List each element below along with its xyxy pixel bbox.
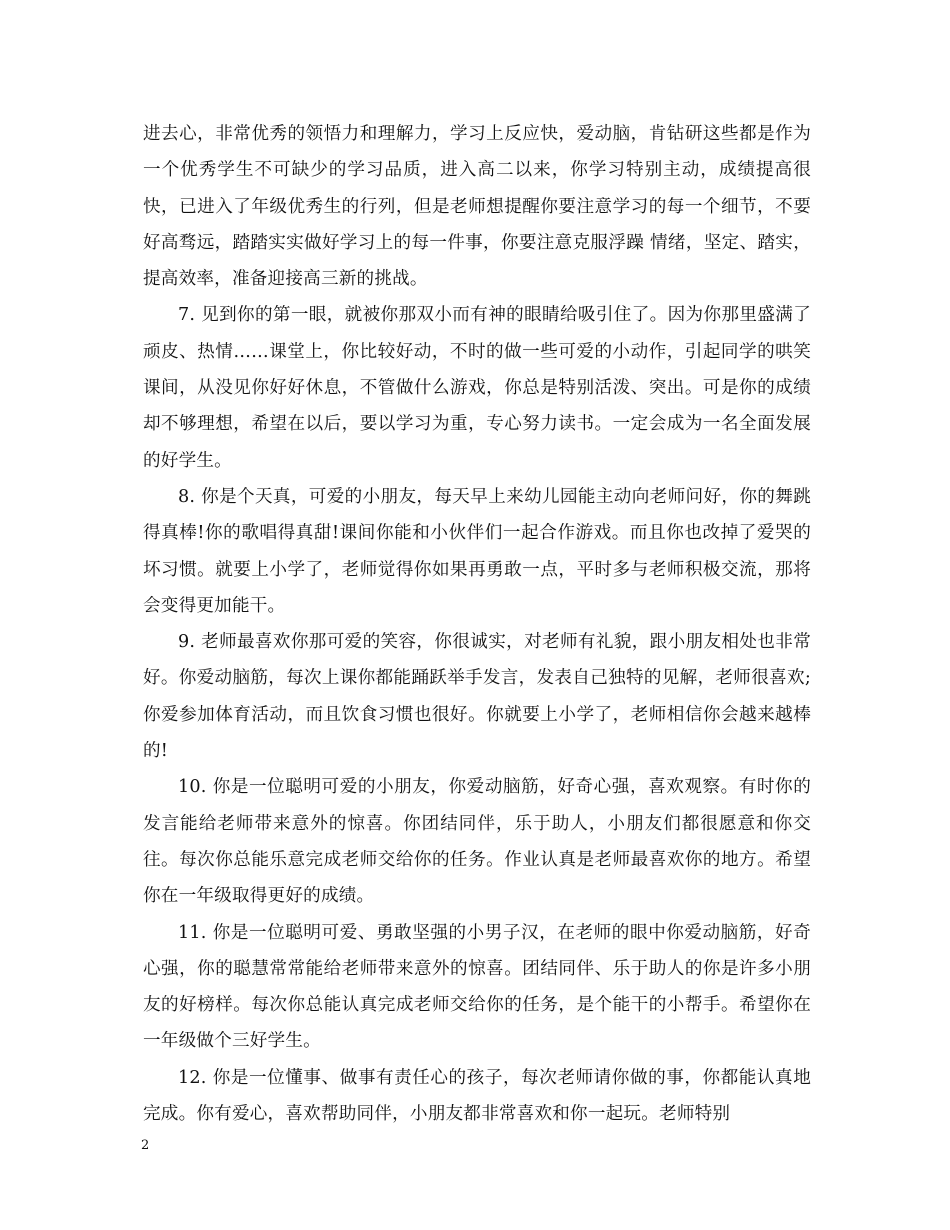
paragraph-item-8: 8. 你是个天真，可爱的小朋友，每天早上来幼儿园能主动向老师问好，你的舞跳得真棒!你的歌唱得真甜!课间你能和小伙伴们一起合作游戏。而且你也改掉了爱哭的坏习惯。就要上小学了，老师觉得你如果再勇敢一点，平时多与老师积极交流，那将会变得更加能干。: [143, 486, 811, 616]
body-text: [143, 116, 811, 1132]
paragraph-item-11: 11. 你是一位聪明可爱、勇敢坚强的小男子汉，在老师的眼中你爱动脑筋，好奇心强，你的聪慧常常能给老师带来意外的惊喜。团结同伴、乐于助人的你是许多小朋友的好榜样。每次你总能认真完成老师交给你的任务，是个能干的小帮手。希望你在一年级做个三好学生。: [143, 922, 811, 1052]
paragraph-item-7: 7. 见到你的第一眼，就被你那双小而有神的眼睛给吸引住了。因为你那里盛满了顽皮、热情……课堂上，你比较好动，不时的做一些可爱的小动作，引起同学的哄笑课间，从没见你好好休息，不管做什么游戏，你总是特别活泼、突出。可是你的成绩却不够理想，希望在以后，要以学习为重，专心努力读书。一定会成为一名全面发展的好学生。: [143, 305, 811, 471]
paragraph-item-12: 12. 你是一位懂事、做事有责任心的孩子，每次老师请你做的事，你都能认真地完成。你有爱心，喜欢帮助同伴，小朋友都非常喜欢和你一起玩。老师特别: [143, 1067, 811, 1125]
page-number: 2: [141, 1138, 150, 1153]
paragraph-item-10: 10. 你是一位聪明可爱的小朋友，你爱动脑筋，好奇心强，喜欢观察。有时你的发言能给老师带来意外的惊喜。你团结同伴，乐于助人，小朋友们都很愿意和你交往。每次你总能乐意完成老师交给你的任务。作业认真是老师最喜欢你的地方。希望你在一年级取得更好的成绩。: [143, 777, 811, 907]
paragraph-item-9: 9. 老师最喜欢你那可爱的笑容，你很诚实，对老师有礼貌，跟小朋友相处也非常好。你爱动脑筋，每次上课你都能踊跃举手发言，发表自己独特的见解，老师很喜欢;你爱参加体育活动，而且饮食习惯也很好。你就要上小学了，老师相信你会越来越棒的!: [143, 632, 811, 762]
paragraph-continuation: 进去心，非常优秀的领悟力和理解力，学习上反应快，爱动脑，肯钻研这些都是作为一个优秀学生不可缺少的学习品质，进入高二以来，你学习特别主动，成绩提高很快，已进入了年级优秀生的行列，但是老师想提醒你要注意学习的每一个细节，不要好高骛远，踏踏实实做好学习上的每一件事，你要注意克服浮躁 情绪，坚定、踏实，提高效率，准备迎接高三新的挑战。: [143, 124, 811, 290]
